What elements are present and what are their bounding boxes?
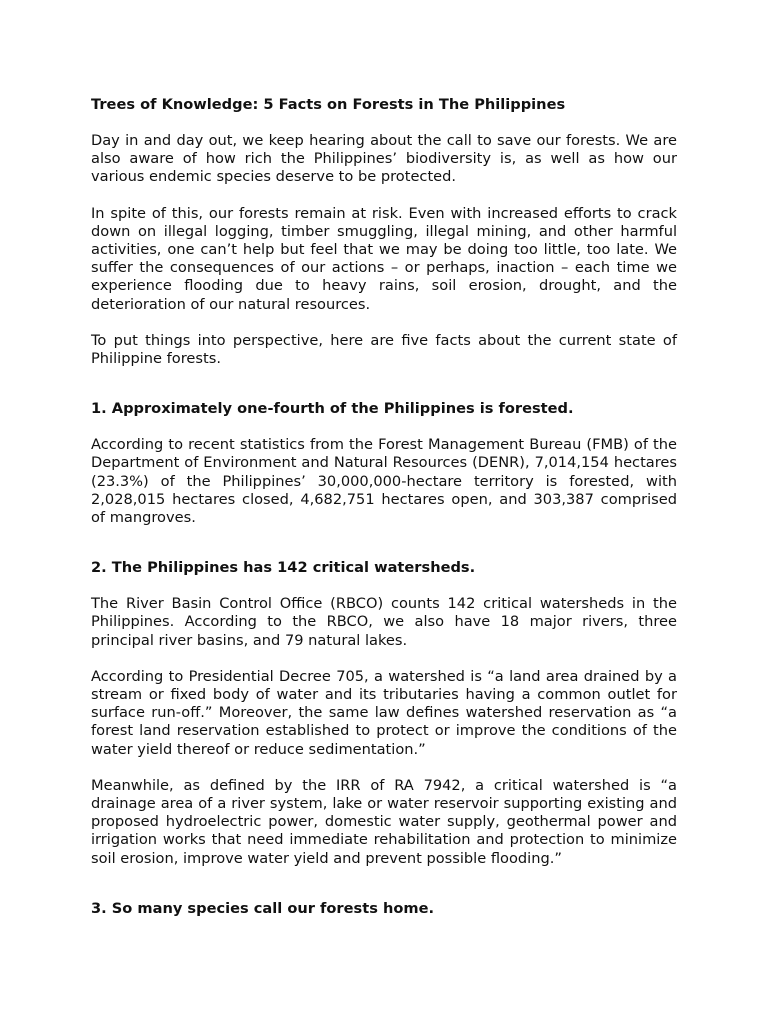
section-spacer <box>91 886 677 900</box>
document-title: Trees of Knowledge: 5 Facts on Forests in The Philippines <box>91 96 566 113</box>
section-2-paragraph-1: The River Basin Control Office (RBCO) counts 142 critical watersheds in the Philippines. According to the RBCO, we also have 18 major rivers, three principal river basins, and 79 natural lakes. <box>91 595 677 649</box>
section-2-paragraph-3: Meanwhile, as defined by the IRR of RA 7942, a critical watershed is “a drainage area of a river system, lake or water reservoir supporting existing and proposed hydroelectric power, domestic water supply, geothermal power and irrigation works that need immediate rehabilitation and protection to minimize soil erosion, improve water yield and prevent possible flooding.” <box>91 776 677 867</box>
intro-paragraph-3: To put things into perspective, here are five facts about the current state of Philippine forests. <box>91 331 677 368</box>
section-2-paragraph-2: According to Presidential Decree 705, a watershed is “a land area drained by a stream or fixed body of water and its tributaries having a common outlet for surface run-off.” Moreover, the same law defines watershed reservation as “a forest land reservation established to protect or improve the conditions of the water yield thereof or reduce sedimentation.” <box>91 667 677 758</box>
intro-paragraph-2: In spite of this, our forests remain at risk. Even with increased efforts to crack down on illegal logging, timber smuggling, illegal mining, and other harmful activities, one can’t help but feel that we may be doing too little, too late. We suffer the consequences of our actions – or perhaps, inaction – each time we experience flooding due to heavy rains, soil erosion, drought, and the deterioration of our natural resources. <box>91 204 677 313</box>
section-1-heading: 1. Approximately one-fourth of the Philippines is forested. <box>91 400 574 418</box>
intro-paragraph-1: Day in and day out, we keep hearing about the call to save our forests. We are also aware of how rich the Philippines’ biodiversity is, as well as how our various endemic species deserve to be protected. <box>91 132 677 186</box>
document-page <box>91 96 677 936</box>
section-spacer <box>91 386 677 400</box>
section-spacer <box>91 545 677 559</box>
section-2-heading: 2. The Philippines has 142 critical watersheds. <box>91 559 476 577</box>
section-3-heading: 3. So many species call our forests home. <box>91 899 435 917</box>
section-1-paragraph-1: According to recent statistics from the Forest Management Bureau (FMB) of the Department of Environment and Natural Resources (DENR), 7,014,154 hectares (23.3%) of the Philippines’ 30,000,000-hectare territory is forested, with 2,028,015 hectares closed, 4,682,751 hectares open, and 303,387 comprised of mangroves. <box>91 436 677 527</box>
